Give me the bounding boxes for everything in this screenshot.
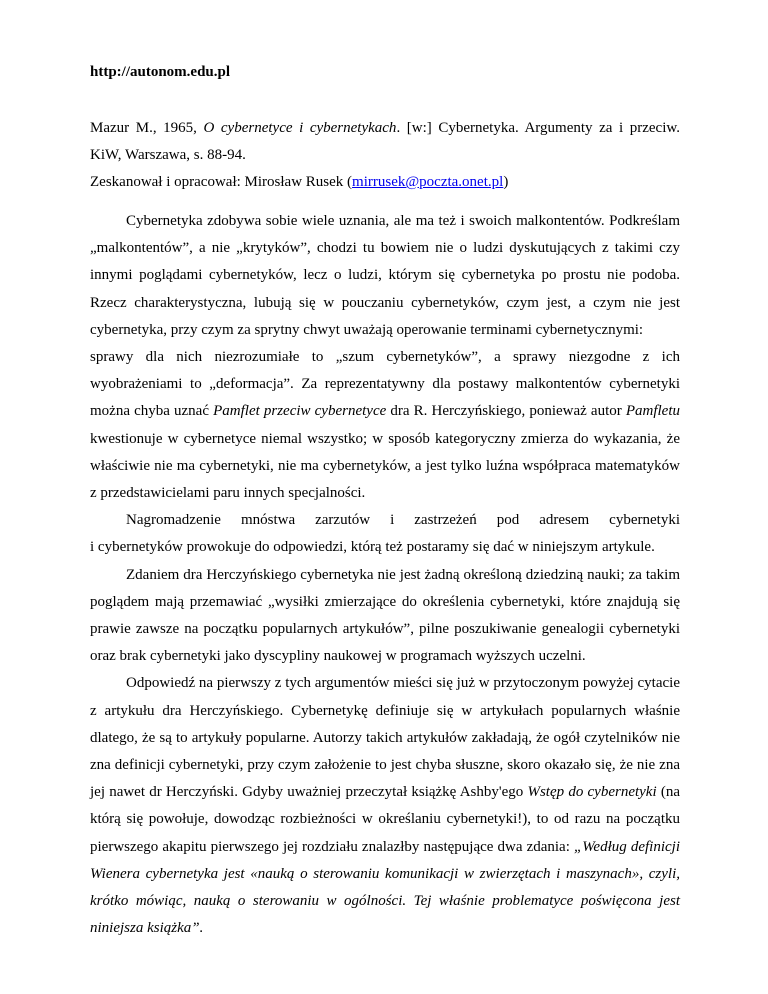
paragraph-1: Cybernetyka zdobywa sobie wiele uznania, ale ma też i swoich malkontentów. Podkreślam „malkontentów”, a nie „krytyków”, chodzi tu bowiem nie o ludzi dyskutujących z takimi czy innymi poglądami cybernetyków, lecz o ludzi, którym się cybernetyka po prostu nie podoba. Rzecz charakterystyczna, lubują się w pouczaniu cybernetyków, czym jest, a czym nie jest cybernetyka, przy czym za sprytny chwyt uważają operowanie terminami cybernetycznymi: bbox=[90, 213, 680, 338]
citation-author-year: Mazur M., 1965, bbox=[90, 120, 204, 136]
citation-title: O cybernetyce i cybernetykach bbox=[203, 120, 397, 136]
citation-rest: . [w:] Cybernetyka. Argumenty za i przeciw. KiW, Warszawa, s. 88-94. bbox=[90, 120, 680, 163]
paragraph-5 bbox=[90, 670, 680, 942]
pamflet-short-title: Pamfletu bbox=[625, 403, 680, 420]
paragraph-4: Zdaniem dra Herczyńskiego cybernetyka nie jest żadną określoną dziedziną nauki; za takim poglądem mają przemawiać „wysiłki zmierzające do określenia cybernetyki, które znajdują się prawie zawsze na początku popularnych artykułów”, pilne poszukiwanie genealogii cybernetyki oraz brak cybernetyki jako dyscypliny naukowej w programach wyższych uczelni. bbox=[90, 566, 680, 665]
scan-credit bbox=[90, 169, 680, 196]
ashby-book-title: Wstęp do cybernetyki bbox=[527, 784, 657, 801]
paragraph-5-part-a: Odpowiedź na pierwszy z tych argumentów mieści się już w przytoczonym powyżej cytacie z artykułu dra Herczyńskiego. Cybernetykę definiuje się w artykułach popularnych właśnie dlatego, że są to artykuły popularne. Autorzy takich artykułów zakładają, że ogół czytelników nie zna definicji cybernetyki, przy czym założenie to jest chyba słuszne, skoro okazało się, że nie zna jej nawet dr Herczyński. Gdyby uważniej przeczytał książkę Ashby'ego bbox=[90, 675, 680, 801]
credit-suffix: ) bbox=[503, 174, 509, 190]
paragraph-5-part-b: (na którą się powołuje, dowodząc rozbieżności w określaniu cybernetyki!), to od razu na początku pierwszego akapitu pierwszego jej rozdziału znalazłby następujące dwa zdania: bbox=[90, 784, 680, 855]
wiener-quote: „Według definicji Wienera cybernetyka jest «nauką o sterowaniu komunikacji w zwierzętach i maszynach», czyli, krótko mówiąc, nauką o sterowaniu w ogólności. Tej właśnie problematyce poświęcona jest niniejsza książka”. bbox=[90, 838, 680, 937]
paragraph-2-part-b: dra R. Herczyńskiego, ponieważ autor bbox=[386, 403, 626, 420]
credit-prefix: Zeskanował i opracował: Mirosław Rusek ( bbox=[90, 174, 353, 190]
source-url: http://autonom.edu.pl bbox=[90, 64, 231, 80]
paragraph-2-part-c: kwestionuje w cybernetyce niemal wszystko; w sposób kategoryczny zmierza do wykazania, że właściwie nie ma cybernetyki, nie ma cybernetyków, a jest tylko luźna współpraca matematyków z przedstawicielami paru innych specjalności. bbox=[90, 430, 680, 502]
citation bbox=[90, 115, 680, 169]
pamflet-title: Pamflet przeciw cybernetyce bbox=[213, 403, 387, 420]
paragraph-2 bbox=[90, 344, 680, 507]
email-link[interactable]: mirrusek@poczta.onet.pl bbox=[352, 174, 504, 190]
paragraph-2-part-a: sprawy dla nich niezrozumiałe to „szum cybernetyków”, a sprawy niezgodne z ich wyobrażeniami to „deformacja”. Za reprezentatywny dla postawy malkontentów cybernetyki można chyba uznać bbox=[90, 349, 680, 420]
article-body bbox=[90, 208, 680, 942]
document-page bbox=[90, 62, 680, 942]
paragraph-3-line-1: Nagromadzenie mnóstwa zarzutów i zastrzeżeń pod adresem cybernetyki bbox=[126, 512, 680, 529]
paragraph-3-line-2: i cybernetyków prowokuje do odpowiedzi, którą też postaramy się dać w niniejszym artykule. bbox=[90, 539, 655, 556]
